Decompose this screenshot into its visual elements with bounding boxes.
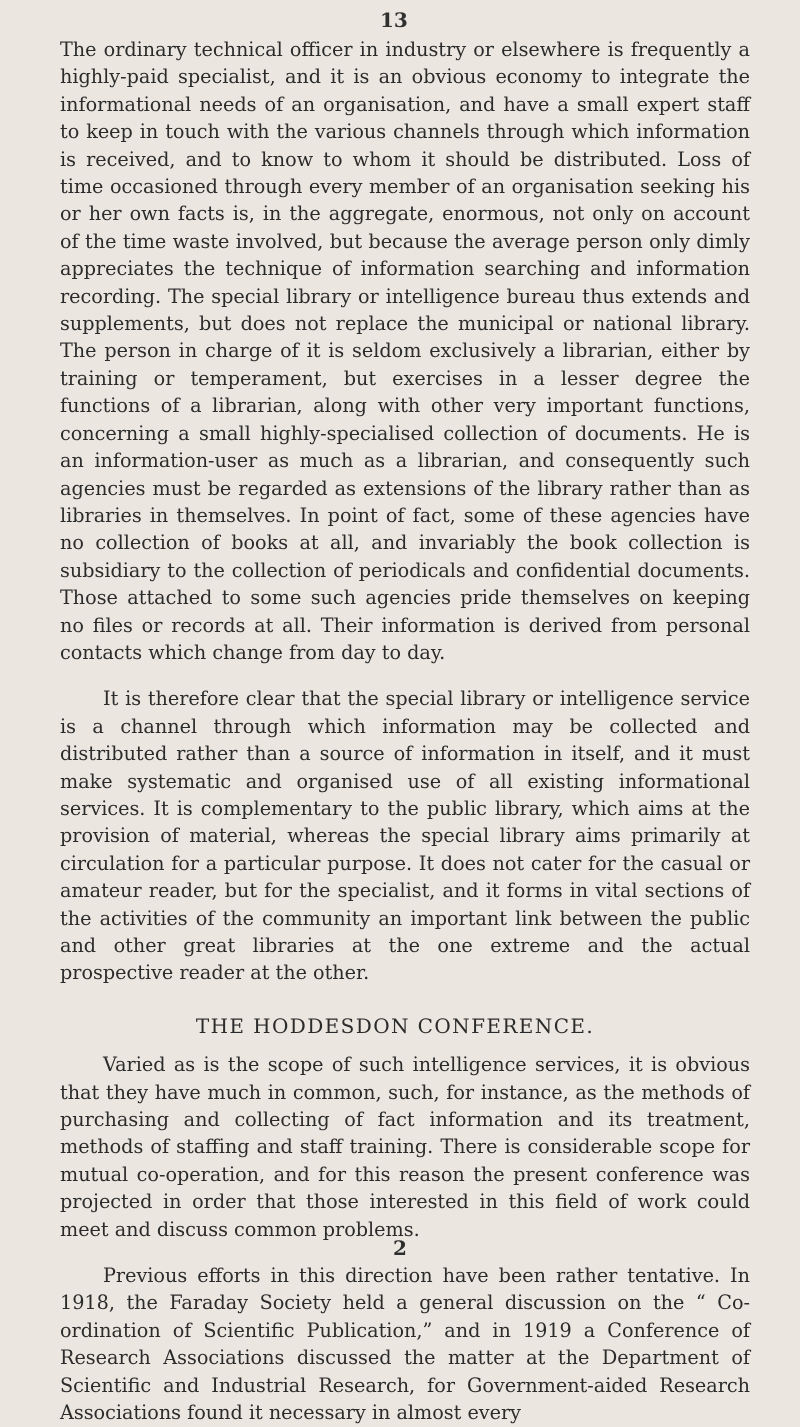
paragraph-2: It is therefore clear that the special library or intelligence service is a channel through which information may be collected and distributed rather than a source of information in itself, and it must make systematic and organised use of all existing informational services. It is complementary to the public library, which aims at the provision of material, whereas the special library aims primarily at circulation for a particular purpose. It does not cater for the casual or amateur reader, but for the specialist, and it forms in vital sections of the activities of the community an important link between the public and other great libraries at the one extreme and the actual prospective reader at the other. <box>60 687 750 985</box>
section-heading: THE HODDESDON CONFERENCE. <box>195 1013 595 1038</box>
page-number: 13 <box>380 8 408 32</box>
body-text <box>60 36 750 1427</box>
signature-mark: 2 <box>393 1236 407 1260</box>
paragraph-1: The ordinary technical officer in industry or elsewhere is frequently a highly-paid specialist, and it is an obvious economy to integrate the informational needs of an organisation, and have a small expert staff to keep in touch with the various channels through which information is received, and to know to whom it should be distributed. Loss of time occasioned through every member of an organisation seeking his or her own facts is, in the aggregate, enormous, not only on account of the time waste involved, but because the average person only dimly appreciates the technique of information searching and information recording. The special library or intelligence bureau thus extends and supplements, but does not replace the municipal or national library. The person in charge of it is seldom exclusively a librarian, either by training or temperament, but exercises in a lesser degree the functions of a librarian, along with other very important functions, concerning a small highly-specialised collection of documents. He is an information-user as much as a librarian, and consequently such agencies must be regarded as extensions of the library rather than as libraries in themselves. In point of fact, some of these agencies have no collection of books at all, and invariably the book collection is subsidiary to the collection of periodicals and confidential documents. Those attached to some such agencies pride themselves on keeping no files or records at all. Their information is derived from personal contacts which change from day to day. <box>60 38 750 664</box>
paragraph-4: Previous efforts in this direction have been rather tentative. In 1918, the Faraday Society held a general discussion on the “ Co-ordination of Scientific Publication,” and in 1919 a Conference of Research Associations discussed the matter at the Department of Scientific and Industrial Research, for Government-aided Research Associations found it necessary in almost every <box>60 1264 750 1425</box>
paragraph-3: Varied as is the scope of such intelligence services, it is obvious that they have much in common, such, for instance, as the methods of purchasing and collecting of fact information and its treatment, methods of staffing and staff training. There is considerable scope for mutual co-operation, and for this reason the present conference was projected in order that those interested in this field of work could meet and discuss common problems. <box>60 1053 750 1241</box>
